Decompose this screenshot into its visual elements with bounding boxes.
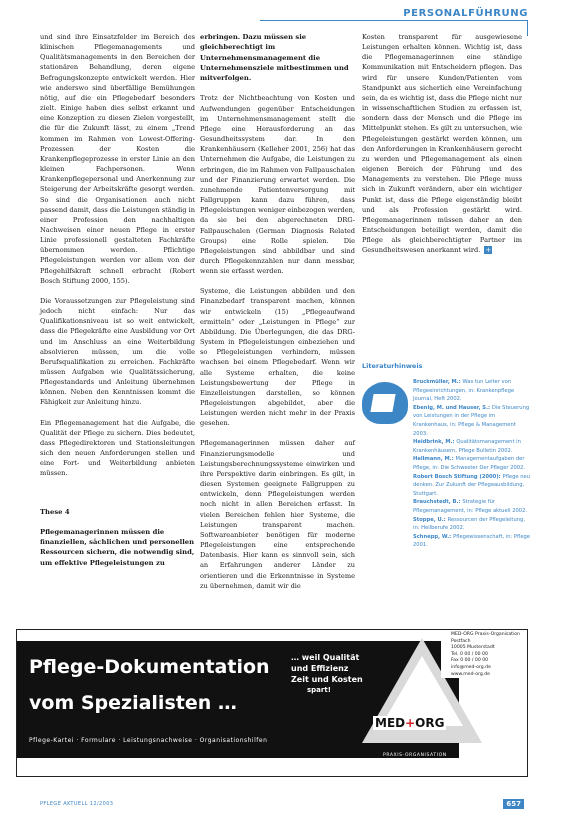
literature-reference: Ressourcen der Pflegeleitung, in: Heilberufe 2002.: [413, 516, 525, 532]
literature-author: Hellmann, M.:: [413, 456, 456, 463]
thesis-title: These 4: [40, 507, 70, 516]
ad-claim-line: … weil Qualität: [291, 653, 360, 662]
advertisement[interactable]: [16, 629, 528, 777]
ad-tagline: Pflege-Kartei · Formulare · Leistungsnachweise · Organisationshilfen: [29, 737, 268, 744]
literature-author: Heidbrink, M.:: [413, 439, 457, 446]
ad-claim-line: spart!: [307, 686, 331, 694]
ad-claim-line: Zeit und Kosten: [291, 675, 363, 684]
literature-list: [413, 378, 530, 550]
ad-address: [441, 632, 525, 678]
header-rule: [260, 20, 528, 21]
literature-item: [413, 438, 530, 455]
literature-author: Schnepp, W.:: [413, 533, 454, 540]
paragraph: Die Voraussetzungen zur Pflegeleistung sind jedoch nicht einfach: Nur das Qualifikationsniveau ist so weit entwickelt, dass die Pflegekräfte eine Ausbildung vor Ort und im Anschluss an eine Weiterbildung absolvieren müssen, um die volle Berufsqualifikation zu erreichen. Fachkräfte müssen Aufgaben wie Qualitätssicherung, Pflegestandards und Anleitung übernehmen können. Neben den Kenntnissen kommt die Fähigkeit zur Anleitung hinzu.: [40, 296, 195, 407]
paragraph-text: Kosten transparent für ausgewiesene Leistungen erhalten können. Wichtig ist, dass die Pflegemanagerinnen eine ständige Kommunikation mit Entscheidern pflegen. Das wird für unsere Kunden/Patienten vom Standpunkt aus sicherlich eine Vereinfachung sein, da es wichtig ist, dass die Pflege nicht nur in wissenschaftlichen Studien zu erfassen ist, sondern dass der Mensch und die Pflege im Mittelpunkt stehen. Es gilt zu untersuchen, wie Pflegeleistungen gestärkt werden können, um den Anforderungen in Krankenhäusern gerecht zu werden und Pflegemanagement als einen eigenen Bereich der Führung und des Managements zu verstehen. Die Pflege muss sich in Zukunft verändern, aber ein wichtiger Punkt ist, dass die Pflege eigenständig bleibt und als Profession gestärkt wird. Pflegemanagerinnen müssen daher an den Entscheidungen beteiligt werden, damit die Pflege als gleichberechtigter Partner im Gesundheitswesen anerkannt wird.: [362, 33, 522, 255]
address-line: Fax 0 00 / 00 00: [451, 658, 489, 664]
article-column-1: [40, 32, 195, 568]
literature-reference: Qualitätsmanagement in Krankenhäusern, Pflege Bulletin 2002.: [413, 439, 521, 454]
article-column-2: [200, 32, 355, 591]
thesis-text-continued: erbringen. Dazu müssen sie gleichberechtigt im Unternehmensmanagement die Unternehmensziele mitbestimmen und mitverfolgen.: [200, 33, 349, 83]
section-header: PERSONALFÜHRUNG: [403, 8, 528, 19]
literature-reference: Strategie für Pflegemanagement, in: Pflege aktuell 2002.: [413, 499, 528, 514]
paragraph: und sind ihre Einsatzfelder im Bereich des klinischen Pflegemanagements und Qualitätsmanagements in den Bereichen der stationären Behandlung, deren eigene Befragungskonzepte entwickelt werden. Hier wie anderswo sind überfällige Bemühungen nötig, auf die ein Pflegebedarf besonders zielt. Einige haben dies selbst erkannt und eine Konzeption zu diesen Zielen vorgestellt, die für die Zukunft lässt, zu einem „Trend kommen im Rahmen von Lowest-Offering-Prozessen der Kosten die Krankenpflegeprozesse in erster Linie an den kleinen Fachpersonen. Wenn Krankenpflegepersonal und Anerkennung zur Steigerung der Arbeitskräfte gesorgt werden. So sind die Organisationen auch nicht passend damit, dass die Leistungen ständig in einer Profession den nachhaltigen Nachweisen einer neuen Pflege in erster Linie professionell gestalteten Fachkräfte übernommen werden. Pflichtige Pflegeleistungen werden vor allem von der Pflegehilfskraft schnell erbracht (Robert Bosch Stiftung 2000, 155).: [40, 33, 195, 285]
article-end-icon: +: [485, 246, 492, 255]
literature-reference: Pflegewissenschaft, in: Pflege 2001.: [413, 533, 531, 549]
paragraph: Pflegemanagerinnen müssen daher auf Finanzierungsmodelle und Leistungsberechnungssysteme einwirken und ihre Perspektive darin einbringen. Es gilt, in diesen Systemen geeignete Fallgruppen zu entwickeln, denn Pflegeleistungen werden noch nicht in allen Bereichen erfasst. In vielen Bereichen fehlen hier Systeme, die Leistungen transparent machen. Softwareanbieter benötigen für moderne Pflegeleistungen eine entsprechende Datenbasis. Hier kann es sinnvoll sein, sich an Erfahrungen anderer Länder zu orientieren und die Erkenntnisse in Systeme zu übernehmen, damit wir die: [200, 439, 355, 590]
thesis-text: Pflegemanagerinnen müssen die finanziellen, sächlichen und personellen Ressourcen sichern, die notwendig sind, um effektive Pflegeleistungen zu: [40, 527, 195, 567]
footer-publication: PFLEGE AKTUELL 12/2003: [40, 801, 114, 807]
literature-title: Literaturhinweis: [362, 362, 423, 370]
header-tick: [527, 20, 528, 36]
address-line: info@med-org.de: [451, 664, 491, 670]
literature-item: [413, 533, 530, 550]
address-line: www.med-org.de: [451, 671, 491, 677]
literature-reference: Pflege neu denken. Zur Zukunft der Pflegeausbildung, Stuttgart.: [413, 473, 531, 497]
medorg-logo: MED+ORG: [375, 716, 445, 730]
ad-headline: Pflege-Dokumentation: [29, 656, 270, 678]
paragraph: Trotz der Nichtbeachtung von Kosten und Aufwendungen gegenüber Entscheidungen im Unternehmensmanagement stellt die Pflege eine Herausforderung an das Gesundheitssystem dar. In den Krankenhäusern (Kelleher 2001, 256) hat das Unternehmen die Aufgabe, die Leistungen zu erbringen, die im Rahmen von Fallpauschalen und der Finanzierung erwartet werden. Die zunehmende Patientenversorgung mit Fallgruppen kann dazu führen, dass Pflegeleistungen weniger einbezogen werden, da sie bei den abgerechneten DRG-Fallpauschalen (German Diagnosis Related Groups) eine Rolle spielen. Die Pflegeleistungen sind abbildbar und sind durch Pflegekennzahlen nur dann messbar, wenn sie erfasst werden.: [200, 94, 355, 276]
literature-author: Brauchstedt, B.:: [413, 499, 463, 506]
literature-reference: Was tun Leiter von Pflegeeinrichtungen, in: Krankenpflege Journal, Heft 2002.: [413, 379, 515, 403]
literature-author: Stoppe, U.:: [413, 516, 448, 523]
literature-author: Bruckmüller, M.:: [413, 379, 463, 385]
literature-item: [413, 404, 530, 438]
article-column-3: [362, 32, 522, 255]
page-number: 657: [503, 799, 524, 809]
paragraph: [362, 32, 522, 255]
literature-box: [362, 362, 530, 550]
literature-author: Robert Bosch Stiftung (2000):: [413, 473, 503, 480]
paragraph: Systeme, die Leistungen abbilden und den Finanzbedarf transparent machen, können wir entwickeln (15) „Pflegeaufwand ermitteln“ oder „Leistungen in Pflege“ zur Abbildung. Die Überlegungen, die das DRG-System in Pflegeleistungen einbeziehen und so Pflegeleistungen verhindern, müssen wachsen bei einem Pflegebedarf. Wenn wir alle Systeme erhalten, die keine Leistungsbewertung der Pflege in Einzelleistungen darstellen, so können Pflegeleistungen abgebildet, aber die Leistungen werden nicht mehr in der Praxis gesehen.: [200, 287, 355, 428]
address-line: 10005 Musterstadt: [451, 645, 495, 651]
book-icon: [362, 382, 408, 424]
literature-item: [413, 378, 530, 404]
literature-item: [413, 498, 530, 515]
literature-item: [413, 516, 530, 533]
literature-item: [413, 473, 530, 499]
address-line: Tel. 0 00 / 00 00: [451, 651, 488, 657]
literature-author: Ebenig, M. und Hauser, S.:: [413, 404, 492, 411]
literature-reference: Die Steuerung von Leistungen in der Pflege im Krankenhaus, in: Pflege & Management 2003.: [413, 404, 530, 437]
literature-reference: Managementaufgaben der Pflege, in: Die Schwester Der Pfleger 2002.: [413, 456, 526, 471]
paragraph: Ein Pflegemanagement hat die Aufgabe, die Qualität der Pflege zu sichern. Dies bedeutet, dass Pflegedirektoren und Stationsleitungen sich den neuen Anforderungen stellen und eine Fort- und Weiterbildung anbieten müssen.: [40, 418, 195, 478]
ad-headline-2: vom Spezialisten …: [29, 692, 237, 714]
literature-item: [413, 455, 530, 472]
address-line: MED-ORG Praxis-Organisation: [451, 632, 520, 637]
address-line: Postfach: [451, 638, 471, 644]
logo-subtitle: PRAXIS-ORGANISATION: [383, 753, 447, 758]
ad-claim-line: und Effizienz: [291, 664, 349, 673]
